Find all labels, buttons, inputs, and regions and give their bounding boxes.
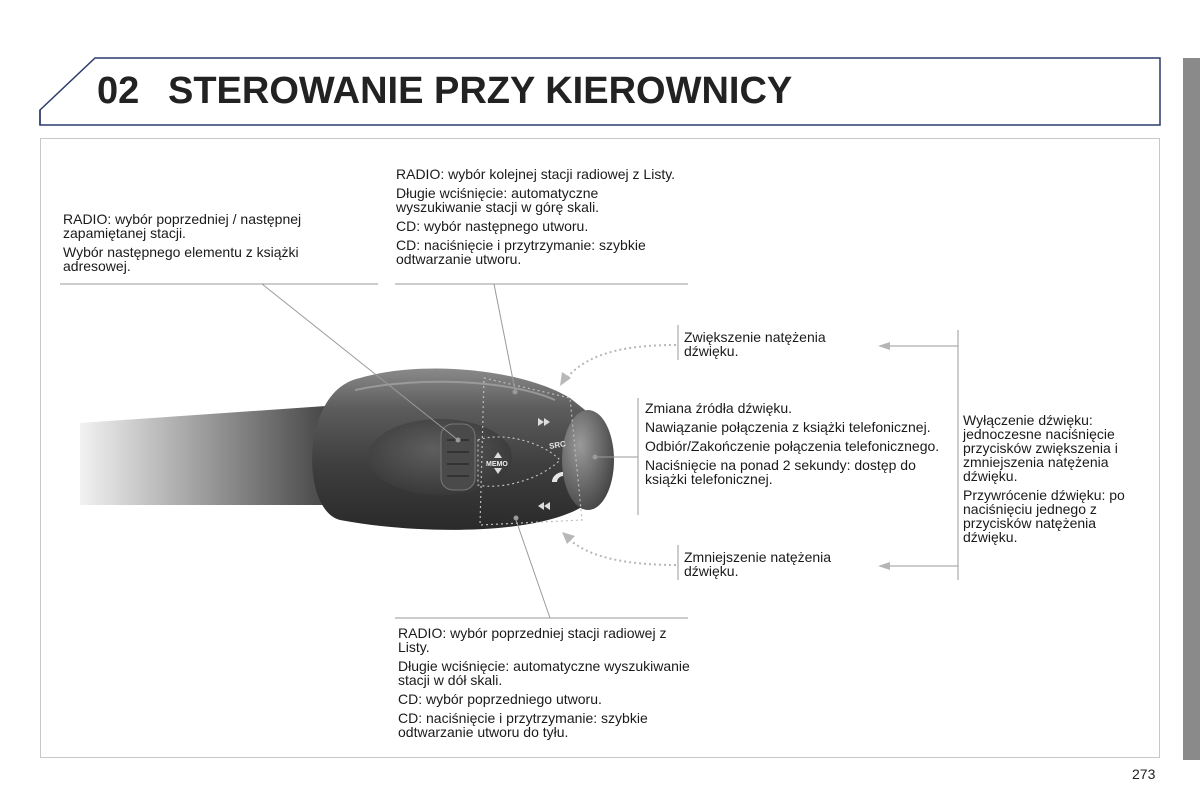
stalk-recess [368,419,512,495]
callout-line: RADIO: wybór poprzedniej stacji radiowej z Listy. [398,625,667,655]
callout-line: Nawiązanie połączenia z książki telefonicznej. [645,419,931,435]
callout-line: CD: naciśnięcie i przytrzymanie: szybkie odtwarzanie utworu do tyłu. [398,710,648,740]
callout-line: Odbiór/Zakończenie połączenia telefonicznego. [645,438,940,454]
callout-line: Zwiększenie natężenia dźwięku. [684,329,826,359]
callout-line: Długie wciśnięcie: automatyczne wyszukiwanie stacji w dół skali. [398,658,690,688]
callout-line: Zmniejszenie natężenia dźwięku. [684,549,832,579]
callout-line: Zmiana źródła dźwięku. [645,400,793,416]
callout-line: CD: wybór następnego utworu. [396,218,589,234]
chapter-number: 02 [97,70,140,112]
callout-mute [963,413,1148,549]
memo-label: MEMO [486,461,508,468]
callout-line: RADIO: wybór kolejnej stacji radiowej z Listy. [396,166,676,182]
callout-line: Wyłączenie dźwięku: jednoczesne naciśnięcie przycisków zwiększenia i zmniejszenia natężenia dźwięku. [963,412,1118,484]
callout-line: Przywrócenie dźwięku: po naciśnięciu jednego z przycisków natężenia dźwięku. [963,487,1125,545]
page-number: 273 [1132,766,1156,782]
callout-source [645,401,945,491]
callout-line: Długie wciśnięcie: automatyczne wyszukiwanie stacji w górę skali. [396,185,600,215]
callout-line: RADIO: wybór poprzedniej / następnej zapamiętanej stacji. [63,211,302,241]
chapter-title: STEROWANIE PRZY KIEROWNICY [168,70,793,112]
callout-volume-up [684,330,874,363]
stalk-end-cap [562,410,614,510]
callout-preset-station [63,212,363,278]
callout-line: Wybór następnego elementu z książki adresowej. [63,244,299,274]
callout-line: CD: wybór poprzedniego utworu. [398,691,602,707]
callout-volume-down [684,550,874,583]
callout-next-station [396,167,681,271]
thumbwheel [441,424,475,490]
src-label: SRC [548,439,567,451]
stalk-arm [80,405,345,505]
callout-line: Naciśnięcie na ponad 2 sekundy: dostęp do książki telefonicznej. [645,457,916,487]
callout-previous-station [398,626,693,744]
callout-line: CD: naciśnięcie i przytrzymanie: szybkie odtwarzanie utworu. [396,237,646,267]
